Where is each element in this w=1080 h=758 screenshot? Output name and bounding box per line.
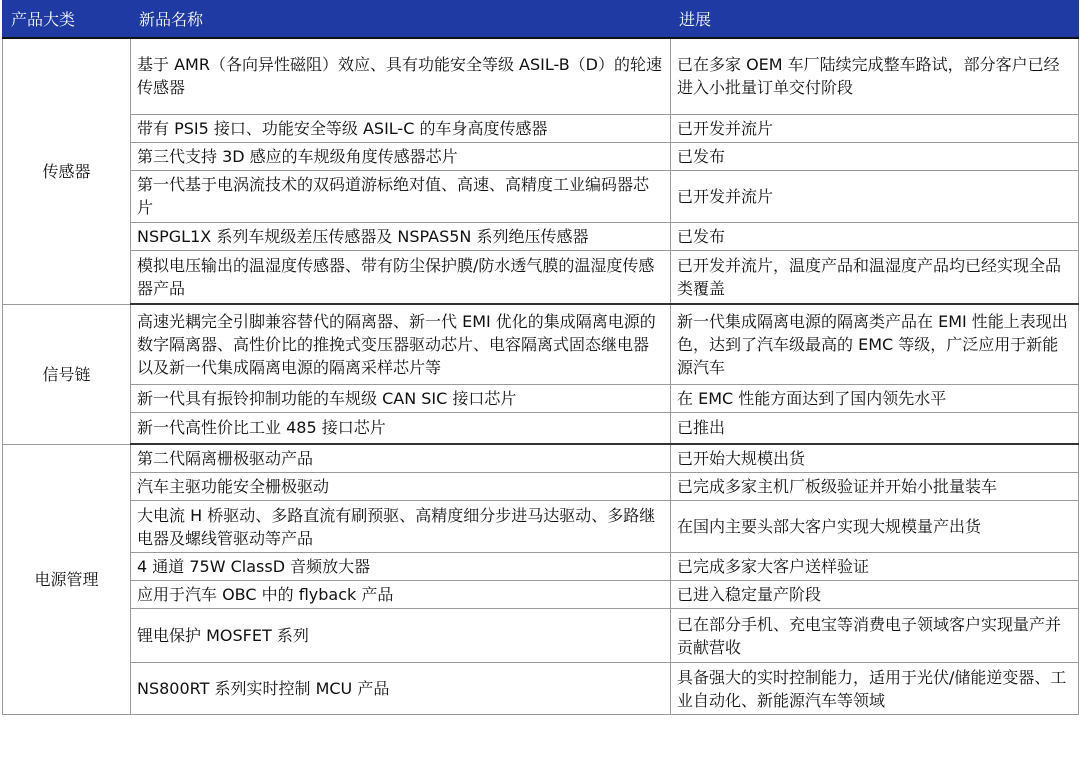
product-name: 应用于汽车 OBC 中的 flyback 产品 xyxy=(131,581,671,609)
header-product-name: 新品名称 xyxy=(131,1,671,39)
product-name: 高速光耦完全引脚兼容替代的隔离器、新一代 EMI 优化的集成隔离电源的数字隔离器、高性价比的推挽式变压器驱动芯片、电容隔离式固态继电器以及新一代集成隔离电源的隔离采样芯片等 xyxy=(131,304,671,384)
progress: 已完成多家主机厂板级验证并开始小批量装车 xyxy=(671,473,1079,501)
progress: 已开发并流片 xyxy=(671,170,1079,222)
product-table xyxy=(2,0,1079,715)
product-name: 基于 AMR（各向异性磁阻）效应、具有功能安全等级 ASIL-B（D）的轮速传感器 xyxy=(131,38,671,114)
category-power-management: 电源管理 xyxy=(3,444,131,715)
header-row xyxy=(3,1,1079,39)
header-category: 产品大类 xyxy=(3,1,131,39)
progress: 新一代集成隔离电源的隔离类产品在 EMI 性能上表现出色，达到了汽车级最高的 EMC 等级，广泛应用于新能源汽车 xyxy=(671,304,1079,384)
progress: 已进入稳定量产阶段 xyxy=(671,581,1079,609)
product-name: 第二代隔离栅极驱动产品 xyxy=(131,444,671,473)
table-row xyxy=(3,412,1079,444)
product-name: 锂电保护 MOSFET 系列 xyxy=(131,609,671,663)
progress: 已在多家 OEM 车厂陆续完成整车路试，部分客户已经进入小批量订单交付阶段 xyxy=(671,38,1079,114)
product-name: 汽车主驱功能安全栅极驱动 xyxy=(131,473,671,501)
progress: 已开发并流片，温度产品和温湿度产品均已经实现全品类覆盖 xyxy=(671,250,1079,304)
product-name: 带有 PSI5 接口、功能安全等级 ASIL-C 的车身高度传感器 xyxy=(131,114,671,142)
category-sensor: 传感器 xyxy=(3,38,131,304)
table-row xyxy=(3,663,1079,715)
progress: 已开发并流片 xyxy=(671,114,1079,142)
progress: 已推出 xyxy=(671,412,1079,444)
product-name: 新一代高性价比工业 485 接口芯片 xyxy=(131,412,671,444)
progress: 已完成多家大客户送样验证 xyxy=(671,553,1079,581)
table-row xyxy=(3,609,1079,663)
progress: 具备强大的实时控制能力，适用于光伏/储能逆变器、工业自动化、新能源汽车等领域 xyxy=(671,663,1079,715)
progress: 已在部分手机、充电宝等消费电子领域客户实现量产并贡献营收 xyxy=(671,609,1079,663)
progress: 已开始大规模出货 xyxy=(671,444,1079,473)
product-name: 第三代支持 3D 感应的车规级角度传感器芯片 xyxy=(131,142,671,170)
table-row xyxy=(3,553,1079,581)
table-row xyxy=(3,473,1079,501)
progress: 已发布 xyxy=(671,222,1079,250)
table-row xyxy=(3,222,1079,250)
product-name: 第一代基于电涡流技术的双码道游标绝对值、高速、高精度工业编码器芯片 xyxy=(131,170,671,222)
progress: 在国内主要头部大客户实现大规模量产出货 xyxy=(671,501,1079,553)
product-name: NSPGL1X 系列车规级差压传感器及 NSPAS5N 系列绝压传感器 xyxy=(131,222,671,250)
table-row xyxy=(3,581,1079,609)
table-row xyxy=(3,444,1079,473)
header-progress: 进展 xyxy=(671,1,1079,39)
progress: 在 EMC 性能方面达到了国内领先水平 xyxy=(671,384,1079,412)
table-row xyxy=(3,501,1079,553)
product-name: NS800RT 系列实时控制 MCU 产品 xyxy=(131,663,671,715)
table-row xyxy=(3,304,1079,384)
table-row xyxy=(3,114,1079,142)
category-signal-chain: 信号链 xyxy=(3,304,131,444)
product-name: 大电流 H 桥驱动、多路直流有刷预驱、高精度细分步进马达驱动、多路继电器及螺线管驱动等产品 xyxy=(131,501,671,553)
table-row xyxy=(3,250,1079,304)
table-row xyxy=(3,142,1079,170)
table-row xyxy=(3,170,1079,222)
product-name: 4 通道 75W ClassD 音频放大器 xyxy=(131,553,671,581)
table-row xyxy=(3,384,1079,412)
table-row xyxy=(3,38,1079,114)
product-name: 新一代具有振铃抑制功能的车规级 CAN SIC 接口芯片 xyxy=(131,384,671,412)
progress: 已发布 xyxy=(671,142,1079,170)
product-name: 模拟电压输出的温湿度传感器、带有防尘保护膜/防水透气膜的温湿度传感器产品 xyxy=(131,250,671,304)
